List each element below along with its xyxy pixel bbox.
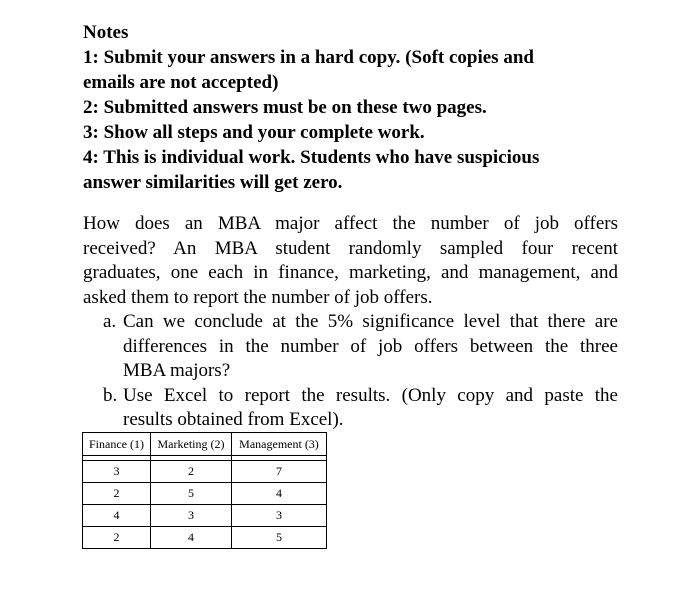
header-finance: Finance (1): [83, 433, 151, 456]
notes-line: 4: This is individual work. Students who have suspicious: [83, 147, 540, 168]
table-cell: 2: [83, 483, 151, 505]
notes-title: Notes: [83, 22, 129, 43]
part-b-line: Use Excel to report the results. (Only copy and paste the: [123, 384, 618, 406]
question-part-b: [83, 384, 618, 433]
problem-intro: [83, 212, 618, 310]
intro-line: How does an MBA major affect the number of job offers: [83, 213, 618, 234]
question-part-a: [83, 310, 618, 384]
job-offers-table: [82, 432, 327, 549]
part-a-line: differences in the number of job offers between the three: [123, 335, 618, 357]
notes-line: answer similarities will get zero.: [83, 172, 343, 193]
table-row: [83, 505, 327, 527]
table-row: [83, 527, 327, 549]
intro-line: graduates, one each in finance, marketing, and management, and: [83, 262, 618, 283]
part-a-line: Can we conclude at the 5% significance level that there are: [123, 311, 618, 332]
table-row: [83, 483, 327, 505]
notes-section: [83, 20, 623, 195]
table-cell: 4: [83, 505, 151, 527]
table-cell: 4: [232, 483, 327, 505]
intro-line: received? An MBA student randomly sampled four recent: [83, 237, 618, 259]
table-cell: 3: [83, 461, 151, 483]
part-b-line: results obtained from Excel).: [123, 409, 344, 430]
header-management: Management (3): [232, 433, 327, 456]
table-cell: 7: [232, 461, 327, 483]
table-header-row: [83, 433, 327, 456]
notes-line: 2: Submitted answers must be on these two pages.: [83, 97, 487, 118]
intro-line: asked them to report the number of job offers.: [83, 286, 433, 308]
table-cell: 4: [151, 527, 232, 549]
problem-section: [83, 212, 618, 433]
header-marketing: Marketing (2): [151, 433, 232, 456]
part-b-label: b.: [103, 384, 118, 406]
table-cell: 2: [151, 461, 232, 483]
table-cell: 5: [232, 527, 327, 549]
table-cell: 3: [151, 505, 232, 527]
part-a-line: MBA majors?: [123, 360, 231, 381]
table-row: [83, 461, 327, 483]
table-cell: 5: [151, 483, 232, 505]
notes-line: emails are not accepted): [83, 72, 279, 93]
notes-line: 3: Show all steps and your complete work.: [83, 122, 425, 143]
part-a-label: a.: [103, 311, 117, 332]
table-cell: 3: [232, 505, 327, 527]
table-cell: 2: [83, 527, 151, 549]
notes-line: 1: Submit your answers in a hard copy. (Soft copies and: [83, 47, 534, 68]
